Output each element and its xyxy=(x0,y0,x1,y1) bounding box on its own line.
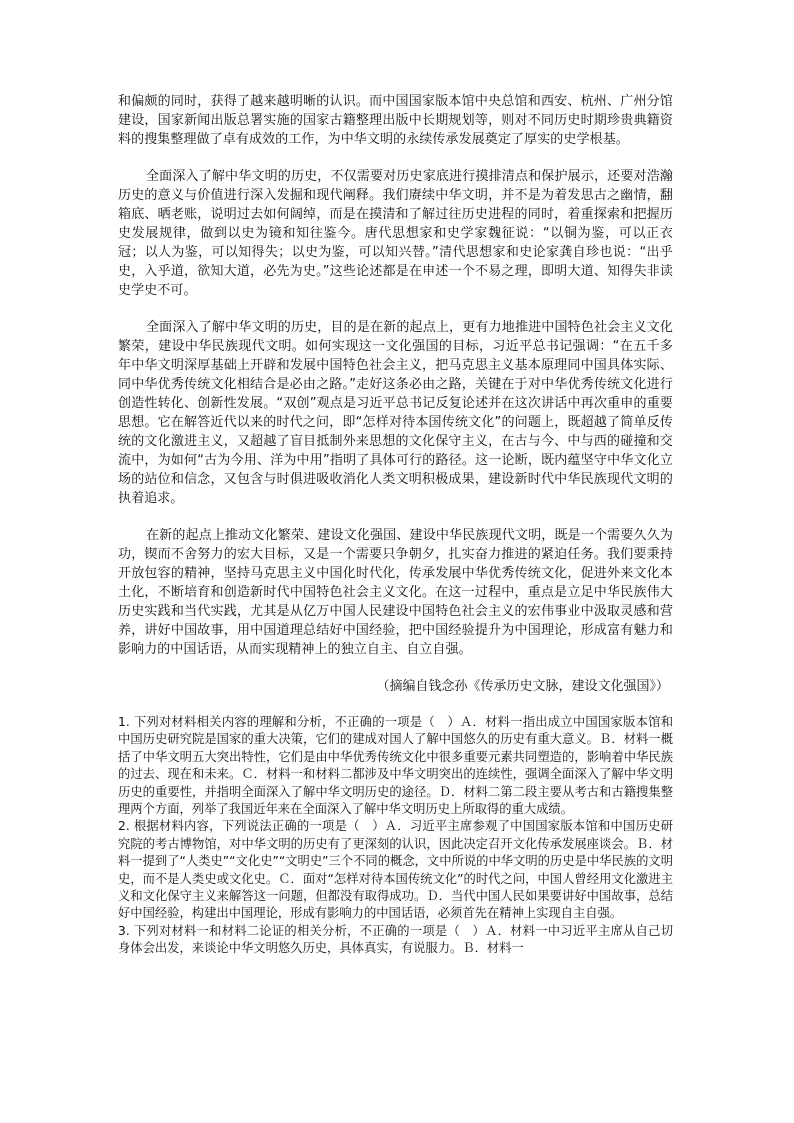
body-paragraph-3: 全面深入了解中华文明的历史，目的是在新的起点上，更有力地推进中国特色社会主义文化繁荣，建设中华民族现代文明。如何实现这一文化强国的目标，习近平总书记强调：“在五千多年中华文明深厚基础上开辟和发展中国特色社会主义，把马克思主义基本原理同中国具体实际、同中华优秀传统文化相结合是必由之路。”走好这条必由之路，关键在于对中华优秀传统文化进行创造性转化、创新性发展。“双创”观点是习近平总书记反复论述并在这次讲话中再次重申的重要思想。它在解答近代以来的时代之问，即“怎样对待本国传统文化”的问题上，既超越了简单反传统的文化激进主义，又超越了盲目抵制外来思想的文化保守主义，在古与今、中与西的碰撞和交流中，为如何“古为今用、洋为中用”指明了具体可行的路径。这一论断，既内蕴坚守中华文化立场的站位和信念，又包含与时俱进吸收消化人类文明积极成果，建设新时代中华民族现代文明的执着追求。 xyxy=(118,320,673,506)
paragraph-spacer xyxy=(118,149,673,167)
question-list xyxy=(118,714,673,958)
question-1: 1. 下列对材料相关内容的理解和分析，不正确的一项是（ ）Ａ．材料一指出成立中国国家版本馆和中国历史研究院是国家的重大决策，它们的建成对国人了解中国悠久的历史有重大意义。Ｂ．材料一概括了中华文明五大突出特性，它们是由中华优秀传统文化中很多重要元素共同塑造的，影响着中华民族的过去、现在和未来。Ｃ．材料一和材料二都涉及中华文明突出的连续性，强调全面深入了解中华文明历史的重要性，并指明全面深入了解中华文明历史的途径。Ｄ．材料二第二段主要从考古和古籍搜集整理两个方面，列举了我国近年来在全面深入了解中华文明历史上所取得的重大成绩。 xyxy=(118,715,673,817)
body-paragraph-1: 和偏颇的同时，获得了越来越明晰的认识。而中国国家版本馆中央总馆和西安、杭州、广州分馆建设，国家新闻出版总署实施的国家古籍整理出版中长期规划等，则对不同历史时期珍贵典籍资料的搜集整理做了卓有成效的工作，为中华文明的永续传承发展奠定了厚实的史学根基。 xyxy=(118,94,673,147)
paragraph-spacer xyxy=(118,659,673,677)
question-3: 3. 下列对材料一和材料二论证的相关分析，不正确的一项是（ ）Ａ．材料一中习近平主席从自己切身体会出发，来谈论中华文明悠久历史，具体真实，有说服力。Ｂ．材料一 xyxy=(118,923,673,956)
body-paragraph-4: 在新的起点上推动文化繁荣、建设文化强国、建设中华民族现代文明，既是一个需要久久为功，锲而不舍努力的宏大目标，又是一个需要只争朝夕，扎实奋力推进的紧迫任务。我们要秉持开放包容的精神，坚持马克思主义中国化时代化，传承发展中华优秀传统文化，促进外来文化本土化，不断培育和创造新时代中国特色社会主义文化。在这一过程中，重点是立足中华民族伟大历史实践和当代实践，尤其是从亿万中国人民建设中国特色社会主义的宏伟事业中汲取灵感和营养，讲好中国故事，用中国道理总结好中国经验，把中国经验提升为中国理论，形成富有魅力和影响力的中国话语，从而实现精神上的独立自主、自立自强。 xyxy=(118,528,673,657)
paragraph-spacer xyxy=(118,300,673,318)
paragraph-spacer xyxy=(118,508,673,526)
question-2: 2. 根据材料内容，下列说法正确的一项是（ ）Ａ．习近平主席参观了中国国家版本馆和中国历史研究院的考古博物馆，对中华文明的历史有了更深刻的认识，因此决定召开文化传承发展座谈会。Ｂ．材料一提到了“人类史”“文化史”“文明史”三个不同的概念，文中所说的中华文明的历史是中华民族的文明史，而不是人类史或文化史。Ｃ．面对“怎样对待本国传统文化”的时代之问，中国人曾经用文化激进主义和文化保守主义来解答这一问题，但都没有取得成功。Ｄ．当代中国人民如果要讲好中国故事，总结好中国经验，构建出中国理论，形成有影响力的中国话语，必须首先在精神上实现自主自强。 xyxy=(118,819,673,921)
source-citation: （摘编自钱念孙《传承历史文脉，建设文化强国》） xyxy=(376,679,669,694)
body-paragraph-2: 全面深入了解中华文明的历史，不仅需要对历史家底进行摸排清点和保护展示，还要对浩瀚历史的意义与价值进行深入发掘和现代阐释。我们赓续中华文明，并不是为着发思古之幽情，翻箱底、晒老账，说明过去如何阔绰，而是在摸清和了解过往历史进程的同时，着重探索和把握历史发展规律，做到以史为镜和知往鉴今。唐代思想家和史学家魏征说：“以铜为鉴，可以正衣冠；以人为鉴，可以知得失；以史为鉴，可以知兴替。”清代思想家和史论家龚自珍也说：“出乎史，入乎道，欲知大道，必先为史。”这些论述都是在申述一个不易之理，即明大道、知得失非读史学史不可。 xyxy=(118,169,673,298)
document-page xyxy=(118,92,673,958)
